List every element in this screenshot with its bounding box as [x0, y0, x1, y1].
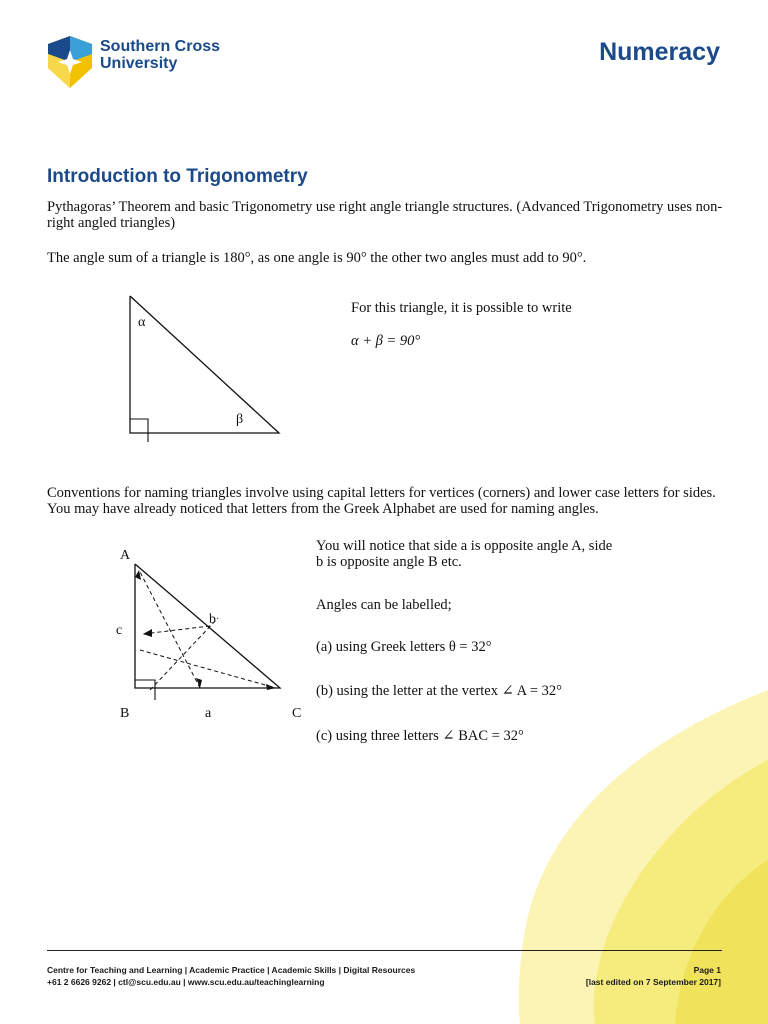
logo-line-1: Southern Cross — [100, 38, 221, 55]
angles-intro-text: Angles can be labelled; — [316, 597, 452, 613]
right-triangle-figure — [120, 290, 290, 445]
document-title: Numeracy — [599, 38, 720, 66]
side-b-label: b — [209, 612, 216, 627]
footer-units: Centre for Teaching and Learning | Academic Practice | Academic Skills | Digital Resources — [47, 965, 416, 975]
footer-contact — [47, 964, 415, 988]
three-letter-option: (c) using three letters ∠ BAC = 32° — [316, 728, 524, 744]
alpha-angle-label: α — [138, 315, 146, 330]
logo-wordmark — [100, 38, 220, 72]
footer-divider — [47, 950, 722, 951]
vertex-c-label: C — [292, 706, 302, 721]
angle-sum-equation: α + β = 90° — [351, 333, 421, 349]
vertex-a-label: A — [120, 548, 131, 563]
university-logo — [44, 34, 96, 90]
vertex-letter-option: (b) using the letter at the vertex ∠ A = 32° — [316, 683, 562, 699]
footer-contact-details: +61 2 6626 9262 | ctl@scu.edu.au | www.scu.edu.au/teachinglearning — [47, 977, 325, 987]
page-number: Page 1 — [693, 965, 721, 975]
paragraph-naming-conventions: Conventions for naming triangles involve using capital letters for vertices (corners) and lower case letters for sides. You may have already noticed that letters from the Greek Alphabet are used for naming angles. — [47, 485, 716, 517]
logo-line-2: University — [100, 55, 178, 72]
last-edited-date: [last edited on 7 September 2017] — [585, 977, 721, 987]
greek-letter-option: (a) using Greek letters θ = 32° — [316, 639, 492, 655]
figure1-caption: For this triangle, it is possible to write — [351, 300, 572, 316]
section-heading: Introduction to Trigonometry — [47, 166, 308, 187]
labelled-triangle-figure — [110, 550, 300, 710]
side-c-label: c — [116, 623, 123, 638]
footer-page-info — [586, 964, 721, 988]
side-a-label: a — [205, 706, 212, 721]
paragraph-intro: Pythagoras’ Theorem and basic Trigonometry use right angle triangle structures. (Advanced Trigonometry uses non-right angled triangles) — [47, 199, 723, 231]
opposite-sides-note-line2: b is opposite angle B etc. — [316, 554, 462, 570]
paragraph-angle-sum: The angle sum of a triangle is 180°, as one angle is 90° the other two angles must add to 90°. — [47, 250, 587, 266]
opposite-sides-note-line1: You will notice that side a is opposite angle A, side — [316, 538, 613, 554]
beta-angle-label: β — [236, 412, 244, 427]
vertex-b-label: B — [120, 706, 130, 721]
